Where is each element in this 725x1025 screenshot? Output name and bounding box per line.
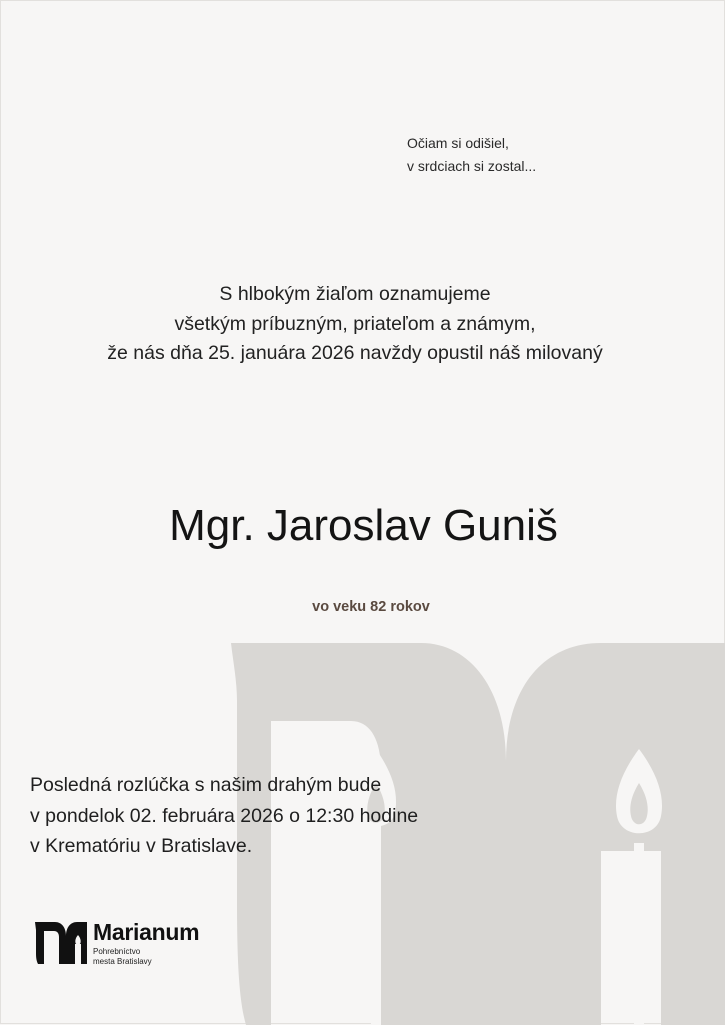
deceased-name: Mgr. Jaroslav Guniš xyxy=(169,501,558,550)
farewell-line: v pondelok 02. februára 2026 o 12:30 hodine xyxy=(30,804,419,827)
marianum-logo xyxy=(35,919,255,967)
farewell-line: v Krematóriu v Bratislave. xyxy=(30,835,253,857)
motto-line: Očiam si odišiel, xyxy=(407,135,509,151)
announcement-text xyxy=(1,280,709,369)
farewell-details xyxy=(30,770,418,862)
marianum-logo-icon xyxy=(35,922,87,964)
logo-subtitle-line: Pohrebníctvo xyxy=(93,947,141,956)
farewell-line: Posledná rozlúčka s našim drahým bude xyxy=(30,774,382,796)
announcement-line: že nás dňa 25. januára 2026 navždy opustil náš milovaný xyxy=(107,342,603,364)
logo-subtitle xyxy=(93,947,152,966)
motto-line: v srdciach si zostal... xyxy=(407,158,537,174)
logo-title: Marianum xyxy=(93,919,200,945)
deceased-age: vo veku 82 rokov xyxy=(312,599,430,615)
logo-subtitle-line: mesta Bratislavy xyxy=(93,956,152,966)
announcement-line: S hlbokým žiaľom oznamujeme xyxy=(219,283,491,305)
announcement-line: všetkým príbuzným, priateľom a známym, xyxy=(174,312,536,335)
motto xyxy=(407,132,536,178)
